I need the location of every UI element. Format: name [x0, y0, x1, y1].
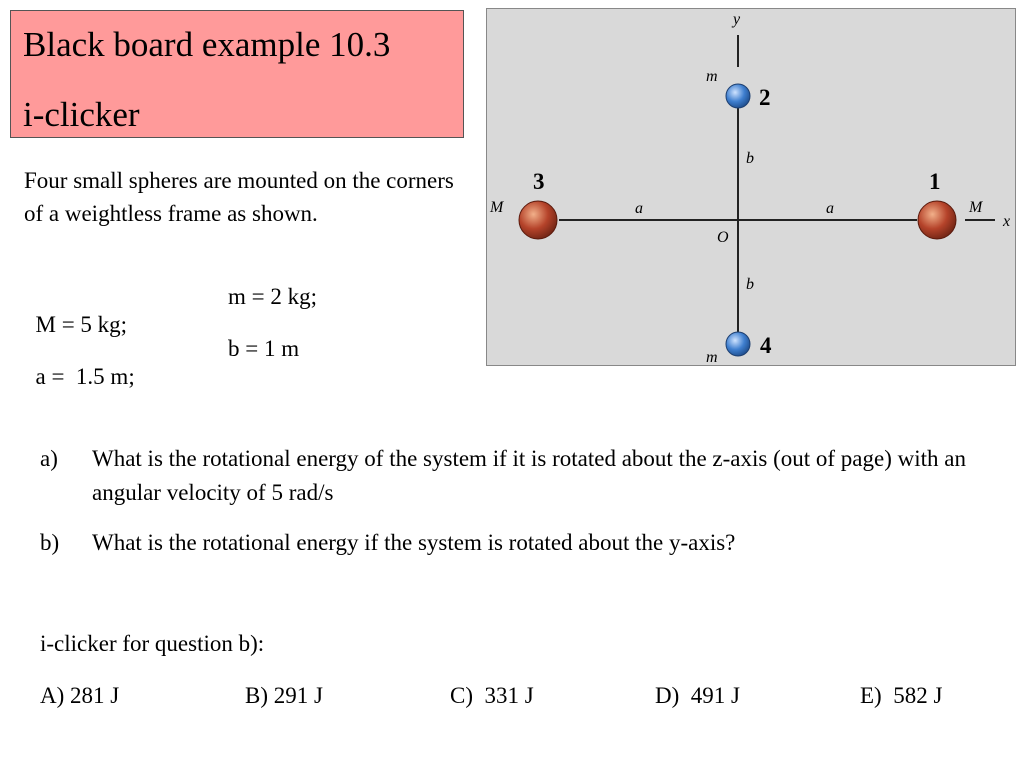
distance-a-right-label: a — [826, 200, 834, 217]
problem-description: Four small spheres are mounted on the corners of a weightless frame as shown. — [24, 168, 454, 226]
small-mass-value: m = 2 kg; — [228, 284, 318, 309]
distance-a-value: a = 1.5 m; — [35, 364, 135, 389]
y-axis-label: y — [733, 11, 741, 28]
question-text: What is the rotational energy of the system if it is rotated about the z-axis (out of page) with an angular velocity of 5 rad/s — [92, 446, 966, 505]
clicker-options — [40, 682, 1020, 712]
distance-b-top-label: b — [746, 150, 754, 167]
question-b — [40, 526, 1000, 560]
option-e: E) 582 J — [860, 683, 943, 708]
distance-parameters — [24, 335, 300, 419]
frame-diagram — [487, 9, 1017, 367]
origin-label: O — [717, 229, 729, 246]
question-marker: a) — [40, 446, 58, 471]
clicker-heading: i-clicker for question b): — [40, 631, 265, 656]
option-b: B) 291 J — [245, 683, 323, 708]
slide-title: Black board example 10.3 — [23, 25, 391, 64]
title-box — [10, 10, 464, 138]
distance-a-left-label: a — [635, 200, 643, 217]
big-mass-label-right: M — [969, 199, 983, 216]
sphere-2-small — [726, 84, 750, 108]
x-axis-label: x — [1003, 213, 1011, 230]
small-mass-label-top: m — [706, 68, 718, 85]
sphere-frame-figure — [486, 8, 1016, 366]
question-list — [40, 442, 1000, 576]
question-text: What is the rotational energy if the system is rotated about the y-axis? — [92, 530, 736, 555]
big-mass-value: M = 5 kg; — [35, 312, 128, 337]
sphere-4-small — [726, 332, 750, 356]
sphere-number-4: 4 — [760, 333, 772, 358]
question-a — [40, 442, 1000, 510]
big-mass-label-left: M — [490, 199, 504, 216]
sphere-number-1: 1 — [929, 169, 941, 194]
sphere-1-big — [918, 201, 956, 239]
option-c: C) 331 J — [450, 683, 534, 708]
distance-b-value: b = 1 m — [228, 336, 300, 361]
slide-subtitle: i-clicker — [23, 95, 140, 134]
option-a: A) 281 J — [40, 683, 120, 708]
option-d: D) 491 J — [655, 683, 740, 708]
sphere-number-3: 3 — [533, 169, 545, 194]
sphere-3-big — [519, 201, 557, 239]
sphere-number-2: 2 — [759, 85, 771, 110]
question-marker: b) — [40, 530, 60, 555]
small-mass-label-bottom: m — [706, 349, 718, 366]
distance-b-bottom-label: b — [746, 276, 754, 293]
